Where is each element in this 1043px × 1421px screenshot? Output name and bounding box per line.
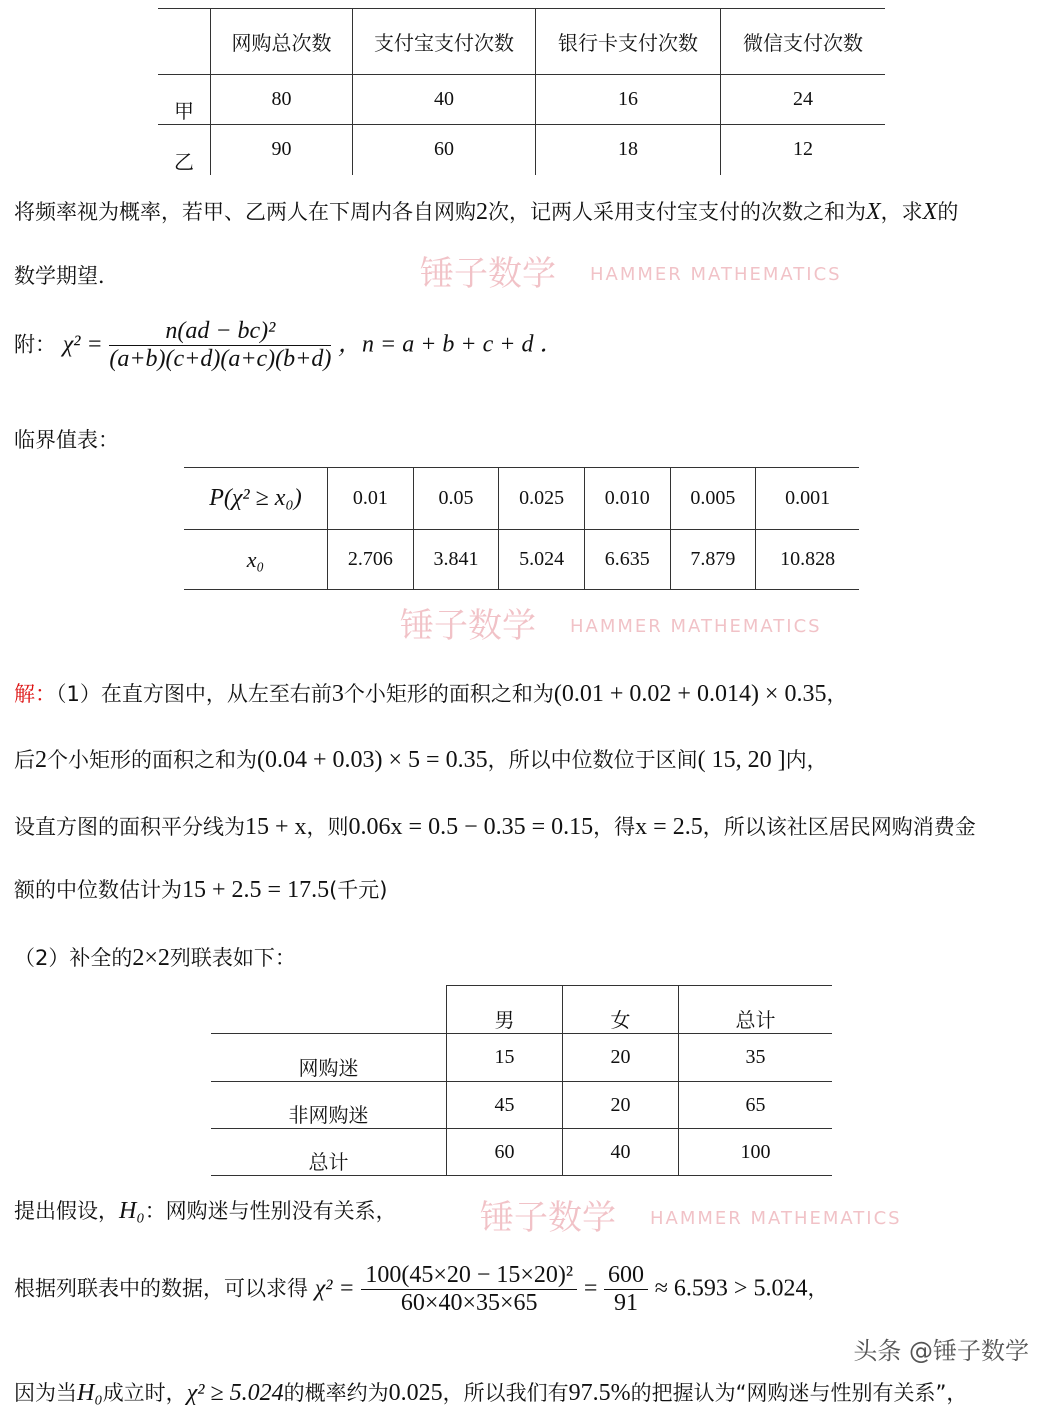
critical-label: 临界值表： [14,428,119,452]
solution-line: 根据列联表中的数据，可以求得 χ² = $\frac{\text{100(45×20 − 15×20)²}}{60\times 40\times 35\times 65}$ = $\frac{600}{91}$ ≈ 6.593 > 5.024， [14,1262,829,1316]
table-row: 乙 90 60 18 12 [158,125,885,175]
table-header: 网购总次数 [211,9,353,75]
watermark-cn: 锤子数学 [420,254,556,294]
source-credit: 头条 @锤子数学 [853,1337,1029,1365]
table-row: 网购迷 15 20 35 [211,1034,832,1082]
watermark-en: HAMMER MATHEMATICS [590,264,842,285]
table-header: 银行卡支付次数 [536,9,721,75]
table-row: 非网购迷 45 20 65 [211,1082,832,1129]
solution-line: 后2个小矩形的面积之和为(0.04 + 0.03) × 5 = 0.35，所以中位数位于区间( 15, 20 ]内， [14,747,828,773]
critical-value-table: P(χ² ≥ x₀) 0.01 0.05 0.025 0.010 0.005 0.001 x₀ 2.706 3.841 5.024 6.635 7.879 10.828 [184,467,859,590]
question-line: 将频率视为概率，若甲、乙两人在下周内各自网购2次，记两人采用支付宝支付的次数之和为X，求X的 [14,199,959,225]
watermark-en: HAMMER MATHEMATICS [570,616,822,637]
watermark-cn: 锤子数学 [480,1198,616,1238]
chi-square-formula: 附： χ² = $\frac{\text{n(ad − bc)²}}{(a+b)(c+d)(a+c)(b+d)}$ ，n = a + b + c + d ． [14,318,564,372]
solution-line: 设直方图的面积平分线为15 + x，则0.06x = 0.5 − 0.35 = 0.15，得x = 2.5，所以该社区居民网购消费金 [14,814,976,840]
watermark-en: HAMMER MATHEMATICS [650,1208,902,1229]
contingency-table: 男 女 总计 网购迷 15 20 35 非网购迷 45 20 65 总计 60 40 100 [211,985,832,1176]
table-header: 支付宝支付次数 [353,9,536,75]
table-row: 甲 80 40 16 24 [158,75,885,125]
solution-line: 提出假设，H₀：网购迷与性别没有关系， [14,1198,397,1224]
solution-line: （2）补全的2×2列联表如下： [14,945,296,971]
watermark-cn: 锤子数学 [400,606,536,646]
solution-line: 额的中位数估计为15 + 2.5 = 17.5(千元) [14,877,388,903]
question-line: 数学期望． [14,264,119,288]
solution-line: 解：（1）在直方图中，从左至右前3个小矩形的面积之和为(0.01 + 0.02 + 0.014) × 0.35， [14,681,848,707]
shopping-table [158,8,885,175]
table-header: 微信支付次数 [721,9,886,75]
table-row: 总计 60 40 100 [211,1129,832,1176]
solution-line: 因为当H₀成立时，χ² ≥ 5.024的概率约为0.025，所以我们有97.5%的把握认为“网购迷与性别有关系”， [14,1380,968,1406]
